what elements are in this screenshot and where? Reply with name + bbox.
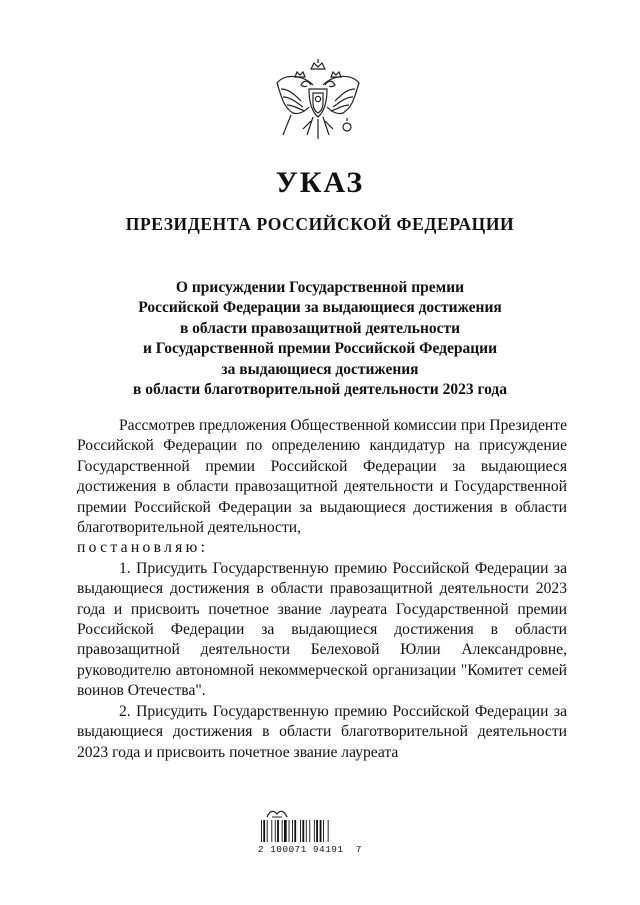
barcode-bar — [263, 820, 265, 842]
preamble-paragraph: Рассмотрев предложения Общественной комиссии при Президенте Российской Федерации по определению кандидатур на присуждение Государственной премии Российской Федерации за выдающиеся достижения в области правозащитной деятельности и Государственной премии Российской Федерации за выдающиеся достижения в области благотворительной деятельности, — [77, 417, 567, 537]
barcode-bar — [316, 820, 318, 842]
barcode-bar — [306, 820, 307, 842]
barcode-bar — [302, 820, 304, 842]
heading-line: в области благотворительной деятельности 2023 года — [132, 381, 508, 399]
coat-of-arms-icon — [273, 55, 363, 153]
decree-subtitle: ПРЕЗИДЕНТА РОССИЙСКОЙ ФЕДЕРАЦИИ — [125, 214, 515, 234]
decree-title: УКАЗ — [275, 166, 365, 199]
barcode-bar — [284, 820, 287, 842]
barcode-bar — [314, 820, 315, 842]
barcode-bars — [261, 820, 361, 842]
barcode-bar — [261, 820, 262, 842]
heading-line: и Государственной премии Российской Федерации — [142, 340, 498, 358]
heading-line: О присуждении Государственной премии — [175, 279, 465, 296]
print-house-logo-icon — [266, 808, 288, 818]
barcode-bar — [320, 820, 322, 842]
barcode-bar — [267, 820, 268, 842]
barcode-bar — [275, 820, 276, 842]
decree-word-paragraph — [77, 538, 567, 558]
heading-line: Российской Федерации за выдающиеся достижения — [138, 299, 502, 317]
barcode-bar — [277, 820, 279, 842]
barcode-bar — [292, 820, 293, 842]
decree-heading — [60, 278, 580, 400]
barcode-number: 2 100071 94191 7 — [258, 844, 362, 855]
barcode-bar — [282, 820, 283, 842]
barcode-bar — [328, 820, 329, 842]
barcode-bar — [289, 820, 290, 842]
barcode-bar — [309, 820, 310, 842]
item-2-paragraph: 2. Присудить Государственную премию Российской Федерации за выдающиеся достижения в области благотворительной деятельности 2023 года и присвоить почетное звание лауреата — [77, 702, 567, 761]
heading-line: за выдающиеся достижения — [221, 360, 419, 378]
barcode-bar — [323, 820, 324, 842]
barcode-bar — [300, 820, 301, 842]
barcode-bar — [294, 820, 296, 842]
decree-word: постановляю: — [77, 539, 209, 557]
barcode-bar — [271, 820, 272, 842]
item-1-paragraph: 1. Присудить Государственную премию Российской Федерации за выдающиеся достижения в области правозащитной деятельности 2023 года и присвоить почетное звание лауреата Государственной премии Российской Федерации за выдающиеся достижения в области правозащитной деятельности Белеховой Юлии Александровне, руководителю автономной некоммерческой организации "Комитет семей воинов Отечества". — [77, 559, 567, 700]
heading-line: в области правозащитной деятельности — [179, 319, 461, 337]
decree-body — [77, 416, 567, 763]
